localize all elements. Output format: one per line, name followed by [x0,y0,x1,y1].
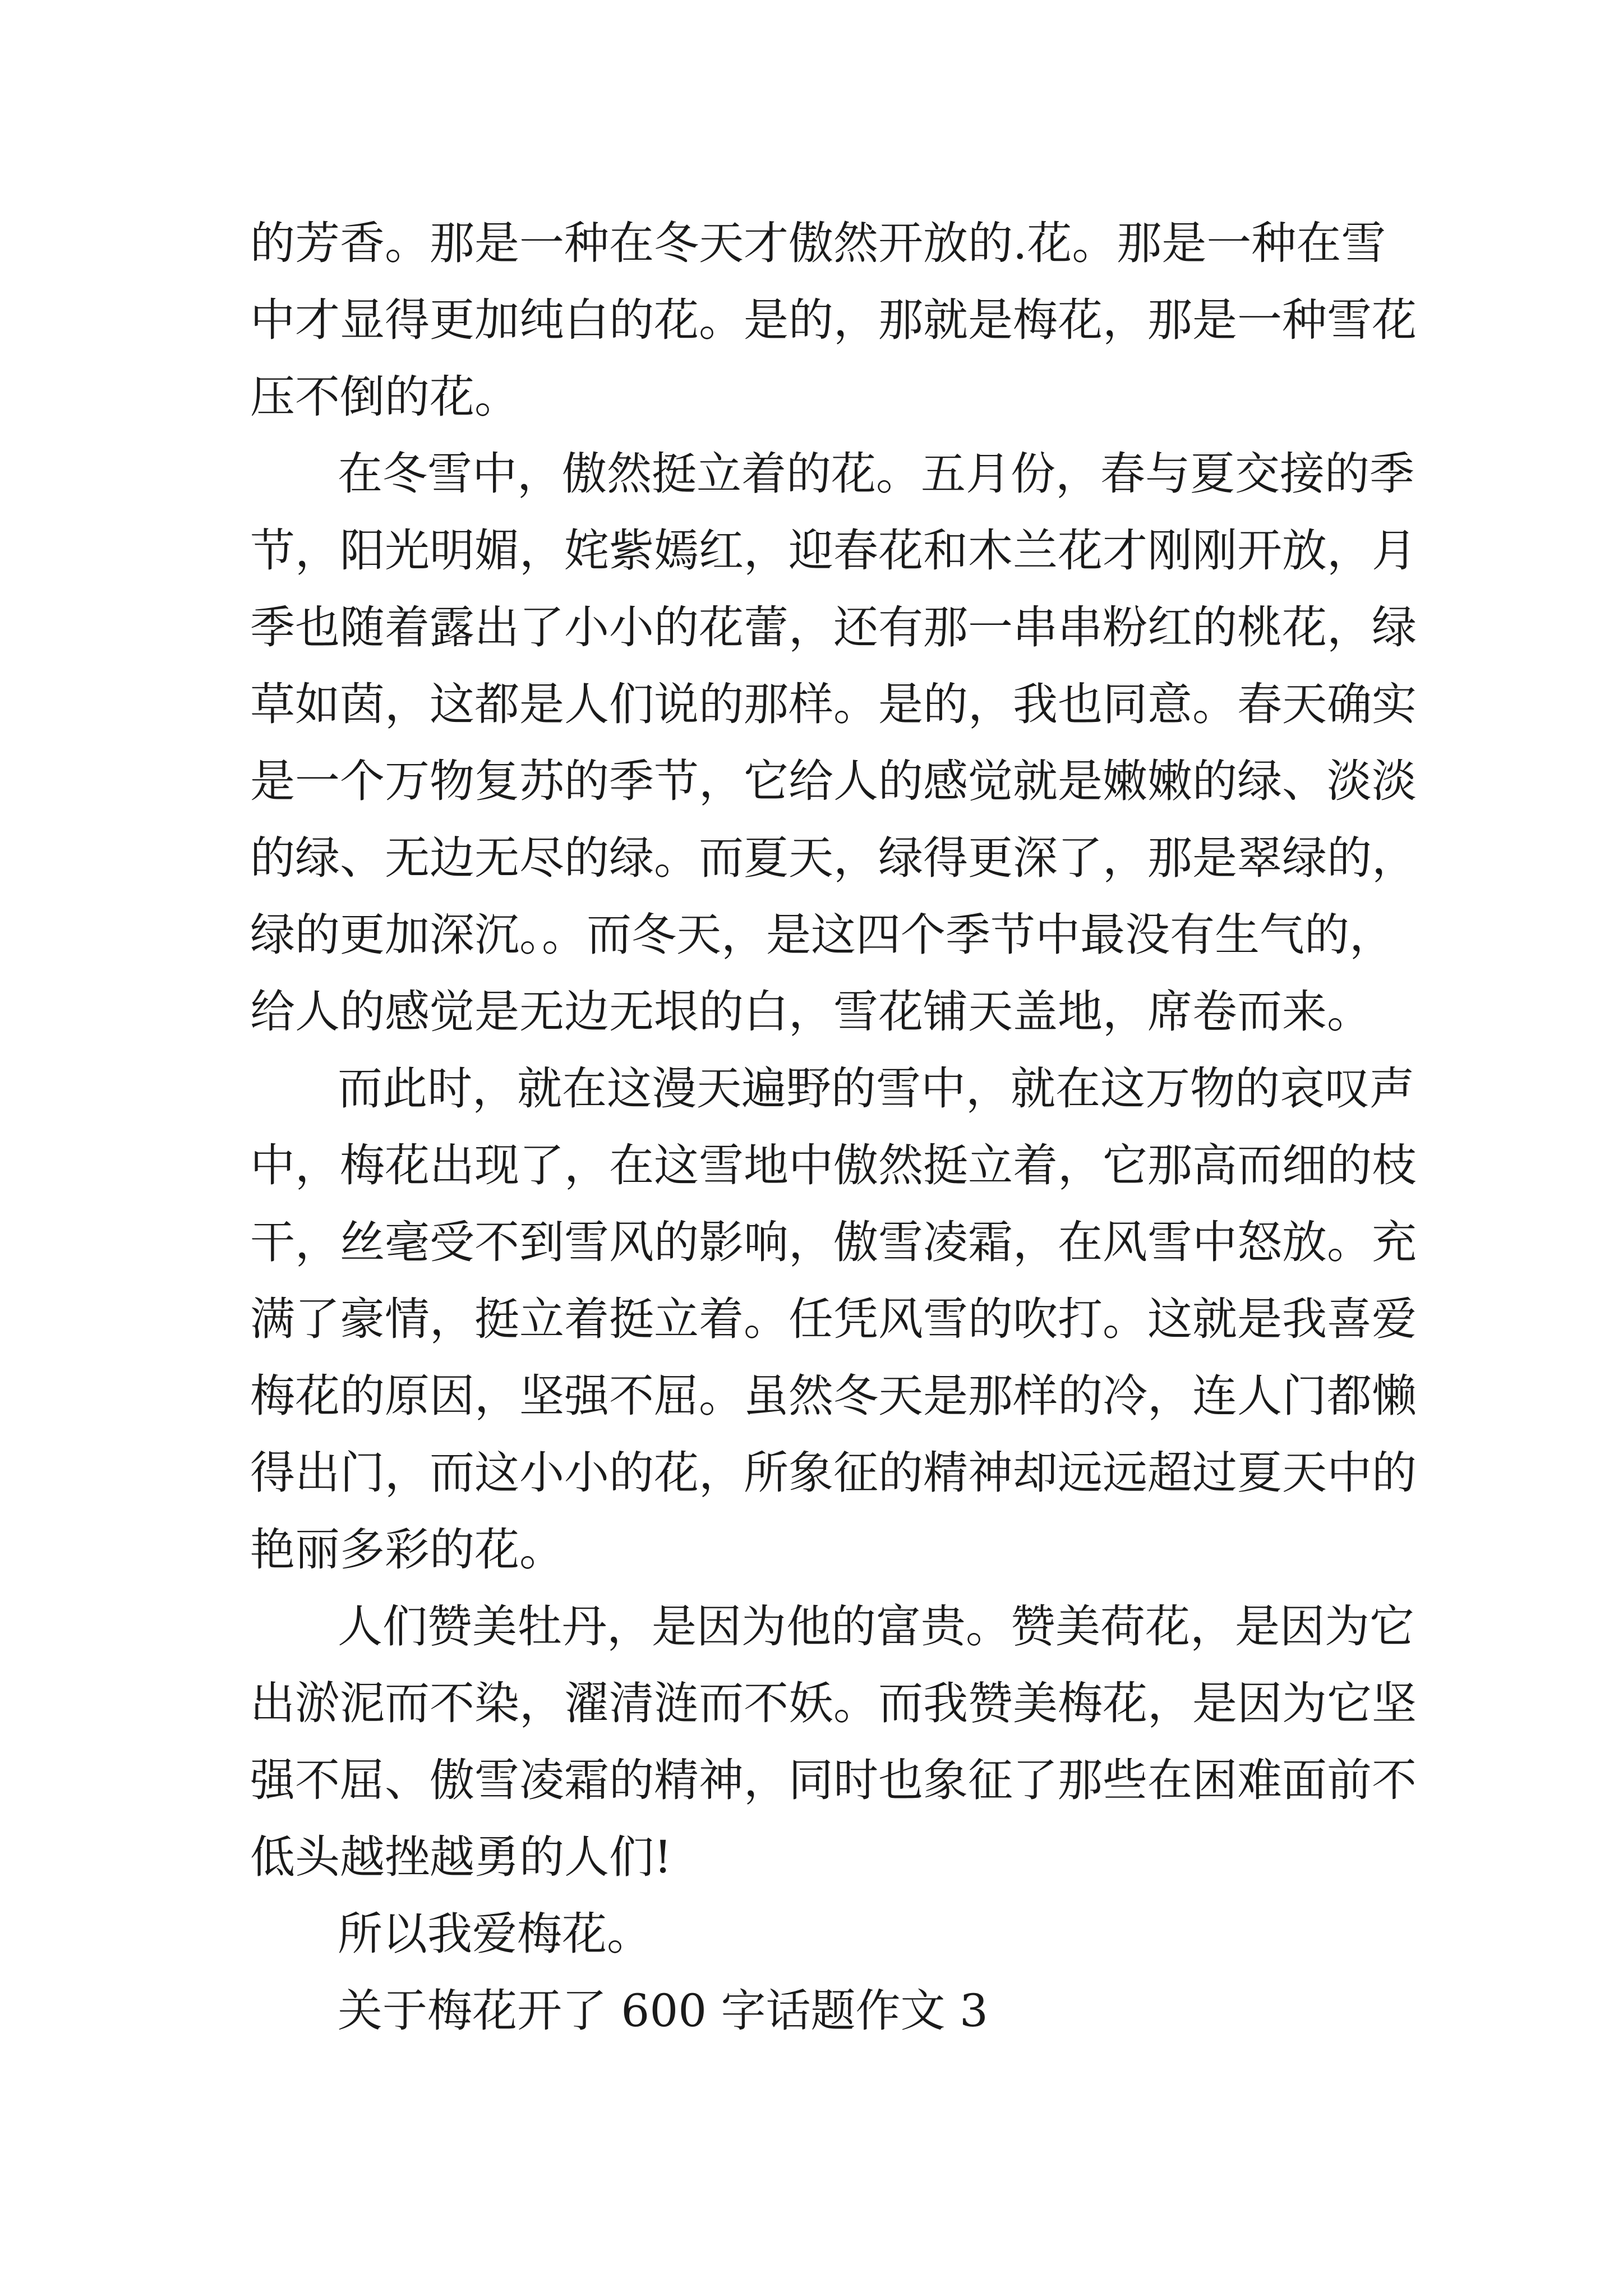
paragraph-start-line: 所以我爱梅花。 [338,1908,652,1960]
document-body [250,205,1417,2049]
text-line: 梅花的原因，坚强不屈。虽然冬天是那样的冷，连人门都懒 [250,1370,1417,1422]
paragraph-start-line: 人们赞美牡丹，是因为他的富贵。赞美荷花，是因为它 [338,1600,1414,1653]
text-line: 得出门，而这小小的花，所象征的精神却远远超过夏天中的 [250,1447,1417,1499]
section-heading: 关于梅花开了 600 字话题作文 3 [338,1985,988,2037]
text-line: 季也随着露出了小小的花蕾，还有那一串串粉红的桃花，绿 [250,601,1417,654]
text-line: 是一个万物复苏的季节，它给人的感觉就是嫩嫩的绿、淡淡 [250,755,1417,807]
text-line: 压不倒的花。 [250,371,519,423]
text-line: 中才显得更加纯白的花。是的，那就是梅花，那是一种雪花 [250,294,1417,346]
text-line: 艳丽多彩的花。 [250,1524,564,1576]
text-line: 草如茵，这都是人们说的那样。是的，我也同意。春天确实 [250,678,1417,730]
text-line: 满了豪情，挺立着挺立着。任凭风雪的吹打。这就是我喜爱 [250,1293,1417,1345]
text-line: 的绿、无边无尽的绿。而夏天，绿得更深了，那是翠绿的， [250,832,1417,884]
text-line: 强不屈、傲雪凌霜的精神，同时也象征了那些在困难面前不 [250,1754,1417,1806]
text-line: 给人的感觉是无边无垠的白，雪花铺天盖地，席卷而来。 [250,986,1372,1038]
text-line: 干，丝毫受不到雪风的影响，傲雪凌霜，在风雪中怒放。充 [250,1216,1417,1268]
text-line: 中，梅花出现了，在这雪地中傲然挺立着，它那高而细的枝 [250,1139,1417,1191]
text-line: 出淤泥而不染，濯清涟而不妖。而我赞美梅花，是因为它坚 [250,1677,1417,1729]
text-line: 低头越挫越勇的人们! [250,1831,672,1883]
paragraph-start-line: 在冬雪中，傲然挺立着的花。五月份，春与夏交接的季 [338,448,1414,500]
text-line: 的芳香。那是一种在冬天才傲然开放的.花。那是一种在雪 [250,217,1386,269]
paragraph-start-line: 而此时，就在这漫天遍野的雪中，就在这万物的哀叹声 [338,1062,1414,1115]
text-line: 节，阳光明媚，姹紫嫣红，迎春花和木兰花才刚刚开放，月 [250,524,1417,577]
text-line: 绿的更加深沉。。而冬天，是这四个季节中最没有生气的， [250,909,1394,961]
